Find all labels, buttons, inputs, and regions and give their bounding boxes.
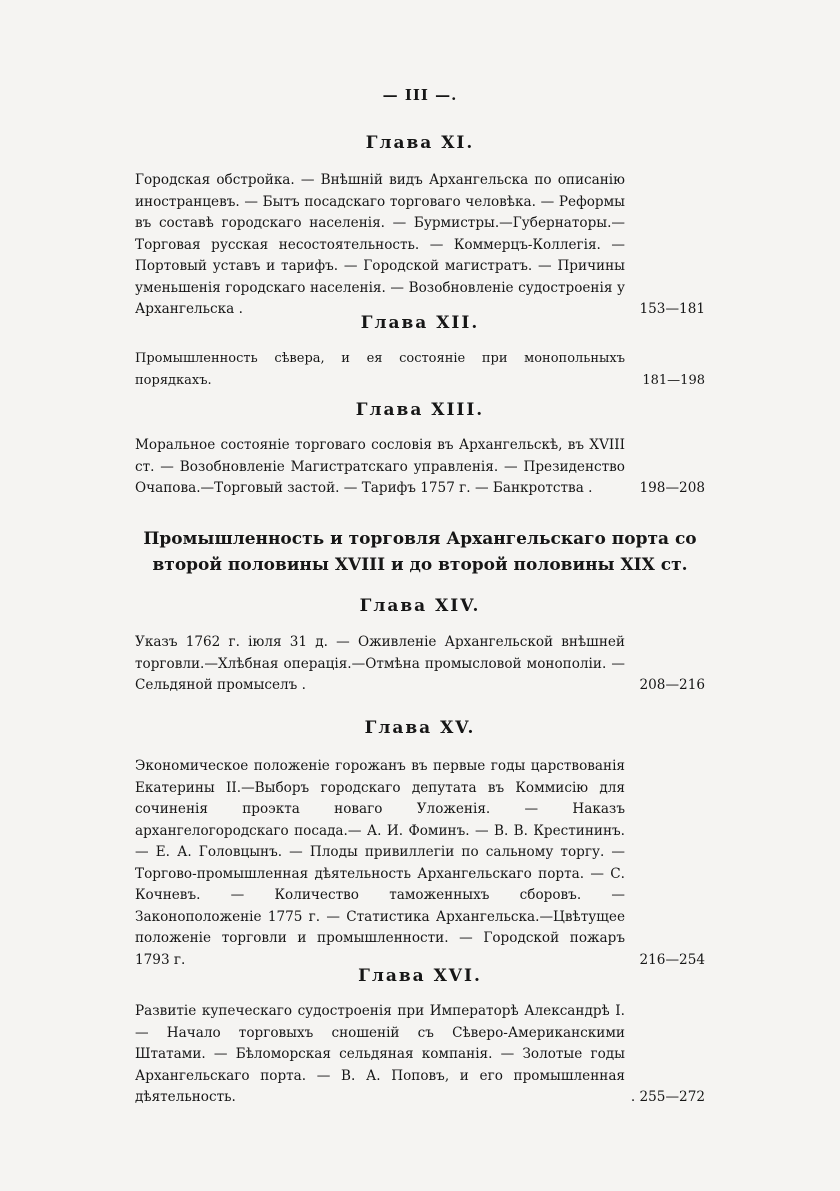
page-range: 181—198 [634,370,705,392]
chapter-entry [135,348,705,391]
chapter-summary: Городская обстройка. — Внѣшній видъ Архангельска по описанію иностранцевъ. — Бытъ посадскаго торговаго человѣка. — Реформы въ составѣ городскаго населенія. — Бурмистры.—Губернаторы.—Торговая русская несостоятельность. — Коммерцъ-Коллегія. — Портовый уставъ и тарифъ. — Городской магистратъ. — Причины уменьшенія городскаго населенія. — Возобновленіе судостроенія у Архангельска . [135,172,625,317]
chapter-title: Глава XV. [364,718,476,738]
chapter-title: Глава XI. [365,133,475,153]
chapter-title: Глава XIV. [359,596,481,616]
chapter-summary: Моральное состояніе торговаго сословія въ Архангельскѣ, въ XVIII ст. — Возобновленіе Магистратскаго управленія. — Президенство Очапова.—Торговый застой. — Тарифъ 1757 г. — Банкротства . [135,437,625,496]
chapter-title: Глава XVI. [358,966,482,986]
chapter-title: Глава XIII. [355,400,485,420]
page-number: — III —. [382,86,458,104]
chapter-entry [135,756,705,971]
page-range: . 255—272 [623,1087,705,1109]
chapter-entry [135,170,705,321]
chapter-title: Глава XII. [360,313,480,333]
page-range: 198—208 [632,478,706,500]
chapter-entry [135,1001,705,1109]
chapter-summary: Промышленность сѣвера, и ея состояніе при монопольныхъ порядкахъ. [135,351,625,388]
page-range: 216—254 [632,950,706,972]
chapter-summary: Указъ 1762 г. іюля 31 д. — Оживленіе Архангельской внѣшней торговли.—Хлѣбная операція.—Отмѣна промысловой монополіи. — Сельдяной промыселъ . [135,634,625,693]
page-range: 208—216 [632,675,706,697]
chapter-entry [135,632,705,697]
chapter-summary: Экономическое положеніе горожанъ въ первые годы царствованія Екатерины II.—Выборъ городскаго депутата въ Коммисію для сочиненія проэкта новаго Уложенія. — Наказъ архангелогородскаго посада.— А. И. Фоминъ. — В. В. Крестининъ. — Е. А. Головцынъ. — Плоды привиллегіи по сальному торгу. — Торгово-промышленная дѣятельность Архангельскаго порта. — С. Кочневъ. — Количество таможенныхъ сборовъ. — Законоположеніе 1775 г. — Статистика Архангельска.—Цвѣтущее положеніе торговли и промышленности. — Городской пожаръ 1793 г. [135,758,625,968]
chapter-summary: Развитіе купеческаго судостроенія при Императорѣ Александрѣ I. — Начало торговыхъ сношеній съ Сѣверо-Американскими Штатами. — Бѣломорская сельдяная компанія. — Золотые годы Архангельскаго порта. — В. А. Поповъ, и его промышленная дѣятельность. [135,1003,625,1105]
chapter-entry [135,435,705,500]
page-range: 153—181 [632,299,706,321]
section-heading: Промышленность и торговля Архангельскаго порта со второй половины XVIII и до второй половины XIX ст. [143,529,697,575]
